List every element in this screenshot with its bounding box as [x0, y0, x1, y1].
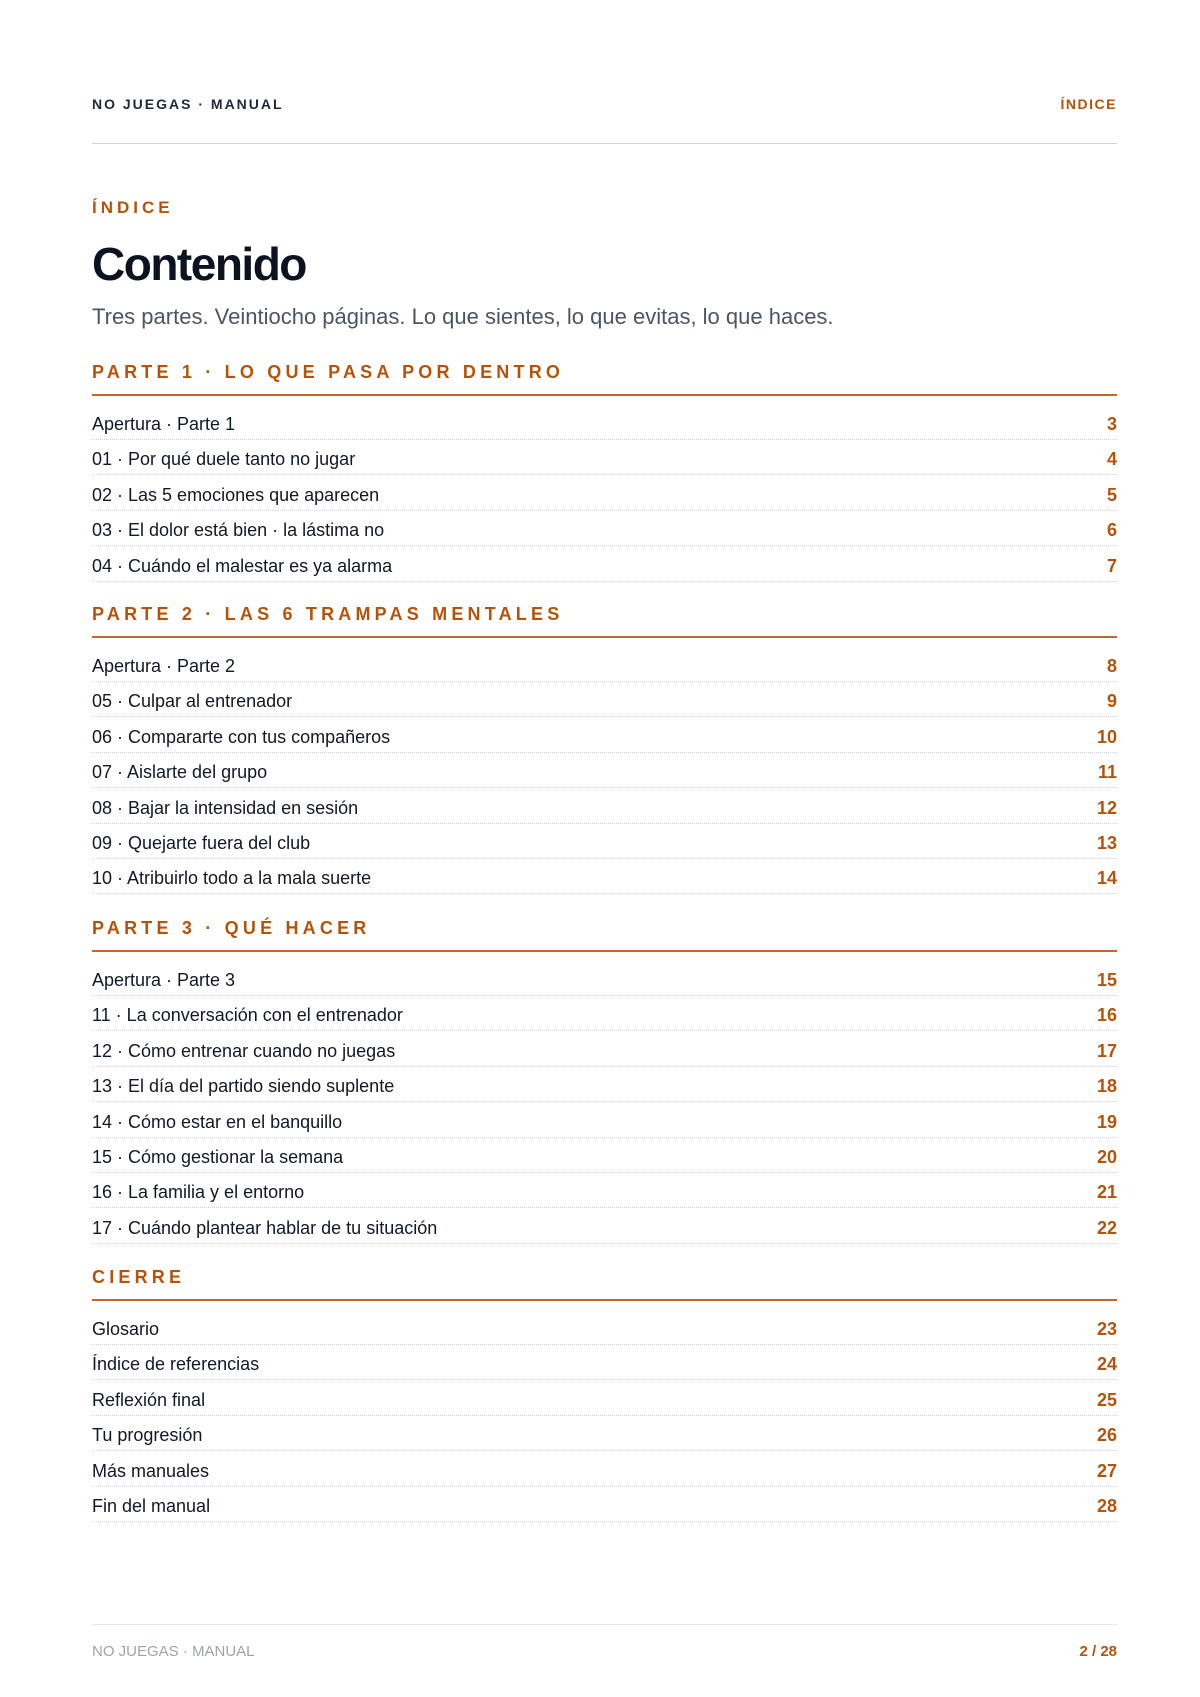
toc-entry-label: Tu progresión	[92, 1425, 203, 1446]
toc-entry-page: 5	[1106, 484, 1117, 505]
toc-entry[interactable]	[92, 1382, 1117, 1416]
toc-entry-label: 06 · Compararte con tus compañeros	[92, 726, 391, 747]
toc-entry-page: 7	[1106, 555, 1117, 576]
toc-entry-label: 03 · El dolor está bien · la lástima no	[92, 520, 385, 541]
toc-entry-label: 05 · Culpar al entrenador	[92, 691, 293, 712]
toc-entry-label: 02 · Las 5 emociones que aparecen	[92, 484, 380, 505]
toc-entry-label: 16 · La familia y el entorno	[92, 1182, 305, 1203]
toc-entry-label: Fin del manual	[92, 1495, 211, 1516]
toc-section-part-3	[92, 918, 1117, 1245]
toc-entry-label: 08 · Bajar la intensidad en sesión	[92, 797, 359, 818]
toc-entry-page: 9	[1106, 691, 1117, 712]
page-subtitle: Tres partes. Veintiocho páginas. Lo que sientes, lo que evitas, lo que haces.	[92, 304, 834, 329]
toc-entry[interactable]	[92, 997, 1117, 1031]
section-heading: PARTE 1 · LO QUE PASA POR DENTRO	[92, 362, 1117, 396]
toc-entry-page: 25	[1096, 1389, 1117, 1410]
toc-entry-label: 10 · Atribuirlo todo a la mala suerte	[92, 868, 372, 889]
toc-entry-page: 14	[1096, 868, 1117, 889]
toc-entry-label: 09 · Quejarte fuera del club	[92, 832, 311, 853]
section-heading: PARTE 2 · LAS 6 TRAMPAS MENTALES	[92, 604, 1117, 638]
toc-entry[interactable]	[92, 1453, 1117, 1487]
toc-entry-label: 12 · Cómo entrenar cuando no juegas	[92, 1040, 396, 1061]
toc-entry[interactable]	[92, 406, 1117, 440]
running-header	[92, 96, 1117, 144]
toc-entry[interactable]	[92, 1033, 1117, 1067]
toc-entry[interactable]	[92, 860, 1117, 894]
toc-entry-label: Apertura · Parte 1	[92, 414, 236, 434]
toc-entry[interactable]	[92, 512, 1117, 546]
toc-entry-label: 15 · Cómo gestionar la semana	[92, 1146, 344, 1167]
toc-entry[interactable]	[92, 754, 1117, 788]
toc-entry-label: 01 · Por qué duele tanto no jugar	[92, 449, 356, 470]
toc-section-part-2	[92, 604, 1117, 896]
toc-entry-page: 17	[1096, 1040, 1117, 1061]
toc-section-closing	[92, 1267, 1117, 1523]
toc-entry-page: 13	[1096, 832, 1117, 853]
header-section-label: ÍNDICE	[1060, 96, 1117, 112]
toc-entry-label: 04 · Cuándo el malestar es ya alarma	[92, 555, 393, 576]
toc-entry[interactable]	[92, 648, 1117, 682]
toc-entry-label: Índice de referencias	[92, 1354, 260, 1375]
toc-entry[interactable]	[92, 1346, 1117, 1380]
footer-page-indicator: 2 / 28	[1079, 1643, 1117, 1660]
toc-entry-page: 3	[1106, 414, 1117, 434]
toc-entry[interactable]	[92, 548, 1117, 582]
toc-entry-page: 18	[1096, 1076, 1117, 1097]
toc-entry-page: 11	[1097, 762, 1117, 783]
toc-entry-page: 4	[1106, 449, 1117, 470]
toc-entry-page: 6	[1106, 520, 1117, 541]
toc-entry-page: 23	[1096, 1319, 1117, 1339]
toc-entry[interactable]	[92, 1417, 1117, 1451]
toc-entry[interactable]	[92, 1139, 1117, 1173]
toc-entry[interactable]	[92, 1068, 1117, 1102]
page-title: Contenido	[92, 238, 306, 290]
toc-entry-page: 16	[1096, 1005, 1117, 1026]
toc-entry-page: 19	[1096, 1111, 1117, 1132]
document-page	[92, 0, 1117, 1697]
toc-entry-label: 11 · La conversación con el entrenador	[92, 1005, 403, 1026]
toc-entry-page: 26	[1096, 1425, 1117, 1446]
toc-entry-page: 8	[1106, 656, 1117, 676]
toc-entry[interactable]	[92, 1174, 1117, 1208]
toc-entry[interactable]	[92, 790, 1117, 824]
toc-entry[interactable]	[92, 1210, 1117, 1244]
toc-entry[interactable]	[92, 683, 1117, 717]
toc-entry-page: 27	[1096, 1460, 1117, 1481]
toc-entry-label: Apertura · Parte 3	[92, 970, 236, 990]
toc-entry-label: Más manuales	[92, 1460, 210, 1481]
section-heading: PARTE 3 · QUÉ HACER	[92, 918, 1117, 952]
toc-entry-label: Reflexión final	[92, 1389, 206, 1410]
toc-entry[interactable]	[92, 825, 1117, 859]
toc-entry[interactable]	[92, 962, 1117, 996]
eyebrow-label: ÍNDICE	[92, 198, 174, 217]
footer-document-title: NO JUEGAS · MANUAL	[92, 1643, 255, 1660]
section-heading: CIERRE	[92, 1267, 1117, 1301]
toc-entry-label: 13 · El día del partido siendo suplente	[92, 1076, 395, 1097]
toc-entry-label: 17 · Cuándo plantear hablar de tu situación	[92, 1217, 438, 1238]
toc-entry-page: 21	[1096, 1182, 1117, 1203]
toc-entry[interactable]	[92, 1488, 1117, 1522]
toc-entry-page: 15	[1096, 970, 1117, 990]
toc-entry-label: 14 · Cómo estar en el banquillo	[92, 1111, 343, 1132]
toc-section-part-1	[92, 362, 1117, 583]
toc-entry[interactable]	[92, 1311, 1117, 1345]
running-footer	[92, 1624, 1117, 1665]
toc-entry-page: 28	[1096, 1495, 1117, 1516]
toc-entry-label: Apertura · Parte 2	[92, 656, 236, 676]
toc-entry[interactable]	[92, 477, 1117, 511]
toc-entry-page: 22	[1096, 1217, 1117, 1238]
header-document-title: NO JUEGAS · MANUAL	[92, 96, 284, 112]
toc-entry-page: 10	[1096, 726, 1117, 747]
toc-entry-page: 12	[1096, 797, 1117, 818]
toc-entry-label: Glosario	[92, 1319, 160, 1339]
toc-entry[interactable]	[92, 719, 1117, 753]
toc-entry-page: 20	[1096, 1146, 1117, 1167]
toc-entry-page: 24	[1096, 1354, 1117, 1375]
toc-entry[interactable]	[92, 1104, 1117, 1138]
toc-entry-label: 07 · Aislarte del grupo	[92, 762, 268, 783]
toc-entry[interactable]	[92, 441, 1117, 475]
